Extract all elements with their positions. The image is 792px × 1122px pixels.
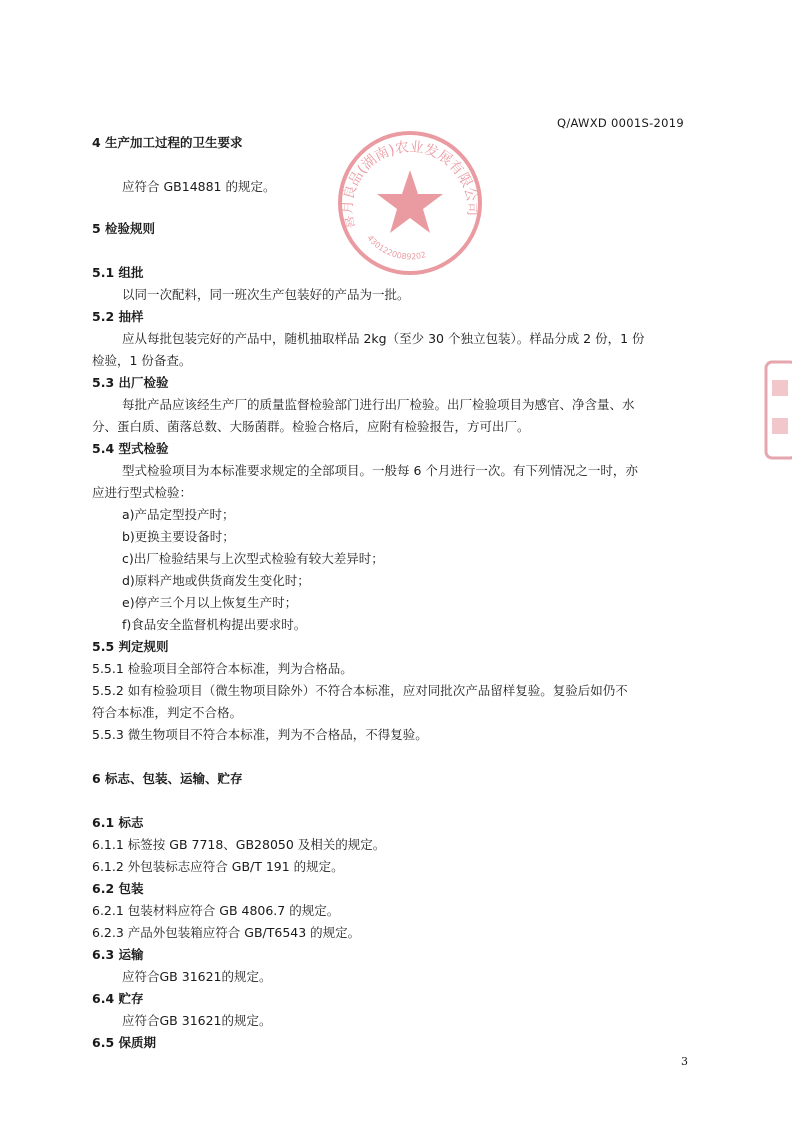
partial-stamp-mark (762, 360, 792, 460)
body-line: 5.5.2 如有检验项目（微生物项目除外）不符合本标准，应对同批次产品留样复验。复验后如仍不 (92, 683, 628, 698)
company-seal (335, 128, 485, 278)
section-5-heading: 5 检验规则 (92, 221, 156, 236)
section-5-2-heading: 5.2 抽样 (92, 309, 144, 324)
body-line: 应符合GB 31621的规定。 (122, 1013, 272, 1028)
body-line: 检验，1 份备查。 (92, 353, 192, 368)
body-line: 符合本标准，判定不合格。 (92, 705, 243, 720)
section-4-heading: 4 生产加工过程的卫生要求 (92, 135, 243, 150)
body-line: 6.2.3 产品外包装箱应符合 GB/T6543 的规定。 (92, 925, 361, 940)
body-line: 应进行型式检验： (92, 485, 193, 500)
list-item: d)原料产地或供货商发生变化时； (122, 573, 310, 588)
seal-number: 4301220089202 (365, 233, 427, 262)
body-line: 型式检验项目为本标准要求规定的全部项目。一般每 6 个月进行一次。有下列情况之一时，亦 (122, 463, 638, 478)
body-line: 5.5.3 微生物项目不符合本标准，判为不合格品，不得复验。 (92, 727, 428, 742)
section-6-3-heading: 6.3 运输 (92, 947, 144, 962)
list-item: a)产品定型投产时； (122, 507, 235, 522)
section-6-1-heading: 6.1 标志 (92, 815, 144, 830)
section-6-4-heading: 6.4 贮存 (92, 991, 144, 1006)
section-6-5-heading: 6.5 保质期 (92, 1035, 156, 1050)
section-5-5-heading: 5.5 判定规则 (92, 639, 169, 654)
body-line: 应从每批包装完好的产品中，随机抽取样品 2kg（至少 30 个独立包装）。样品分成 2 份，1 份 (122, 331, 645, 346)
list-item: e)停产三个月以上恢复生产时； (122, 595, 298, 610)
section-5-3-heading: 5.3 出厂检验 (92, 375, 169, 390)
list-item: b)更换主要设备时； (122, 529, 235, 544)
body-line: 以同一次配料，同一班次生产包装好的产品为一批。 (122, 287, 410, 302)
body-line: 5.5.1 检验项目全部符合本标准，判为合格品。 (92, 661, 353, 676)
page-number: 3 (681, 1055, 688, 1068)
seal-ring-text: 喜月良品(湖南)农业发展有限公司 (339, 139, 481, 231)
section-5-1-heading: 5.1 组批 (92, 265, 144, 280)
body-line: 分、蛋白质、菌落总数、大肠菌群。检验合格后，应附有检验报告，方可出厂。 (92, 419, 530, 434)
body-line: 6.2.1 包装材料应符合 GB 4806.7 的规定。 (92, 903, 340, 918)
body-line: 应符合 GB14881 的规定。 (122, 179, 276, 194)
section-6-heading: 6 标志、包装、运输、贮存 (92, 771, 243, 786)
section-5-4-heading: 5.4 型式检验 (92, 441, 169, 456)
body-line: 应符合GB 31621的规定。 (122, 969, 272, 984)
body-line: 6.1.1 标签按 GB 7718、GB28050 及相关的规定。 (92, 837, 386, 852)
section-6-2-heading: 6.2 包装 (92, 881, 144, 896)
svg-text:4301220089202 (365, 233, 427, 261)
list-item: c)出厂检验结果与上次型式检验有较大差异时； (122, 551, 384, 566)
standard-code: Q/AWXD 0001S-2019 (556, 116, 684, 130)
body-line: 每批产品应该经生产厂的质量监督检验部门进行出厂检验。出厂检验项目为感官、净含量、水 (122, 397, 635, 412)
list-item: f)食品安全监督机构提出要求时。 (122, 617, 307, 632)
body-line: 6.1.2 外包装标志应符合 GB/T 191 的规定。 (92, 859, 344, 874)
